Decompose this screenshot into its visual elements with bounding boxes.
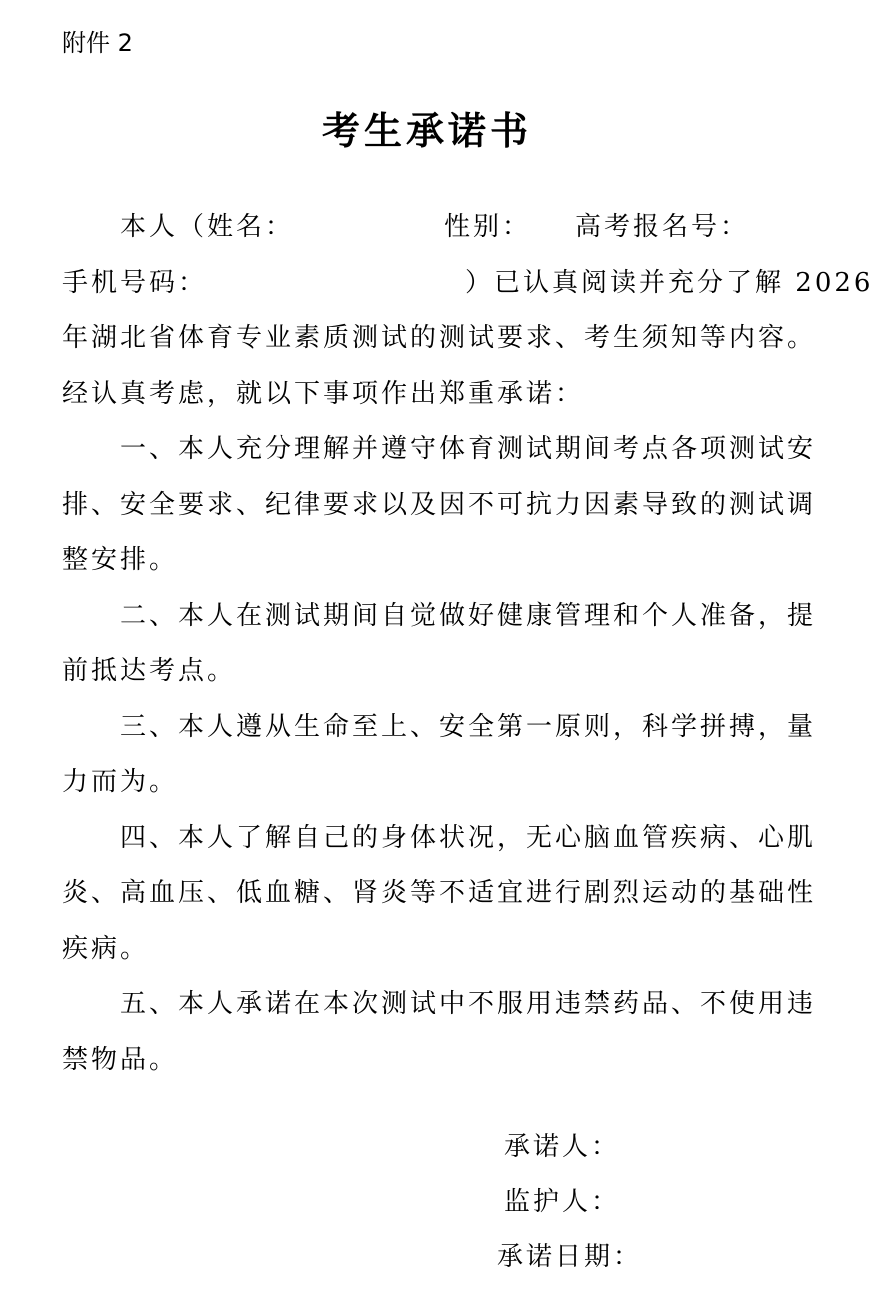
commitment-1-line-2: 排、安全要求、纪律要求以及因不可抗力因素导致的测试调	[62, 489, 817, 520]
intro-line-3: 年湖北省体育专业素质测试的测试要求、考生须知等内容。	[62, 323, 817, 353]
commitment-2-line-1: 二、本人在测试期间自觉做好健康管理和个人准备，提	[120, 600, 817, 631]
commitment-4-line-1: 四、本人了解自己的身体状况，无心脑血管疾病、心肌	[120, 822, 817, 853]
intro-line-2	[62, 256, 873, 312]
intro-line-2-text: ）已认真阅读并充分了解 2026	[465, 267, 873, 298]
commitment-3-line-1: 三、本人遵从生命至上、安全第一原则，科学拼搏，量	[120, 711, 817, 742]
phone-label: 手机号码：	[62, 267, 208, 298]
commitment-1-line-3: 整安排。	[62, 545, 179, 575]
commitment-2-line-2: 前抵达考点。	[62, 656, 237, 686]
commitment-4-line-2: 炎、高血压、低血糖、肾炎等不适宜进行剧烈运动的基础性	[62, 878, 817, 908]
document-title: 考生承诺书	[321, 108, 532, 153]
signature-block	[0, 1120, 854, 1285]
guardian-label: 监护人：	[504, 1187, 621, 1217]
intro-line-1	[62, 200, 814, 256]
commitment-5-line-2: 禁物品。	[62, 1044, 179, 1075]
commitment-4-line-3: 疾病。	[62, 933, 150, 964]
date-label: 承诺日期：	[497, 1242, 643, 1272]
gender-label: 性别：	[444, 212, 532, 242]
name-label: 本人（姓名：	[120, 212, 295, 242]
commitment-3-line-2: 力而为。	[62, 767, 179, 797]
attachment-label: 附件 2	[62, 29, 133, 57]
intro-line-4: 经认真考虑，就以下事项作出郑重承诺：	[62, 378, 585, 409]
commitment-1-line-1: 一、本人充分理解并遵守体育测试期间考点各项测试安	[120, 434, 817, 464]
commitment-5-line-1: 五、本人承诺在本次测试中不服用违禁药品、不使用违	[120, 989, 817, 1019]
exam-number-label: 高考报名号：	[575, 212, 750, 242]
promisor-label: 承诺人：	[504, 1132, 621, 1162]
document-body	[62, 200, 873, 1088]
